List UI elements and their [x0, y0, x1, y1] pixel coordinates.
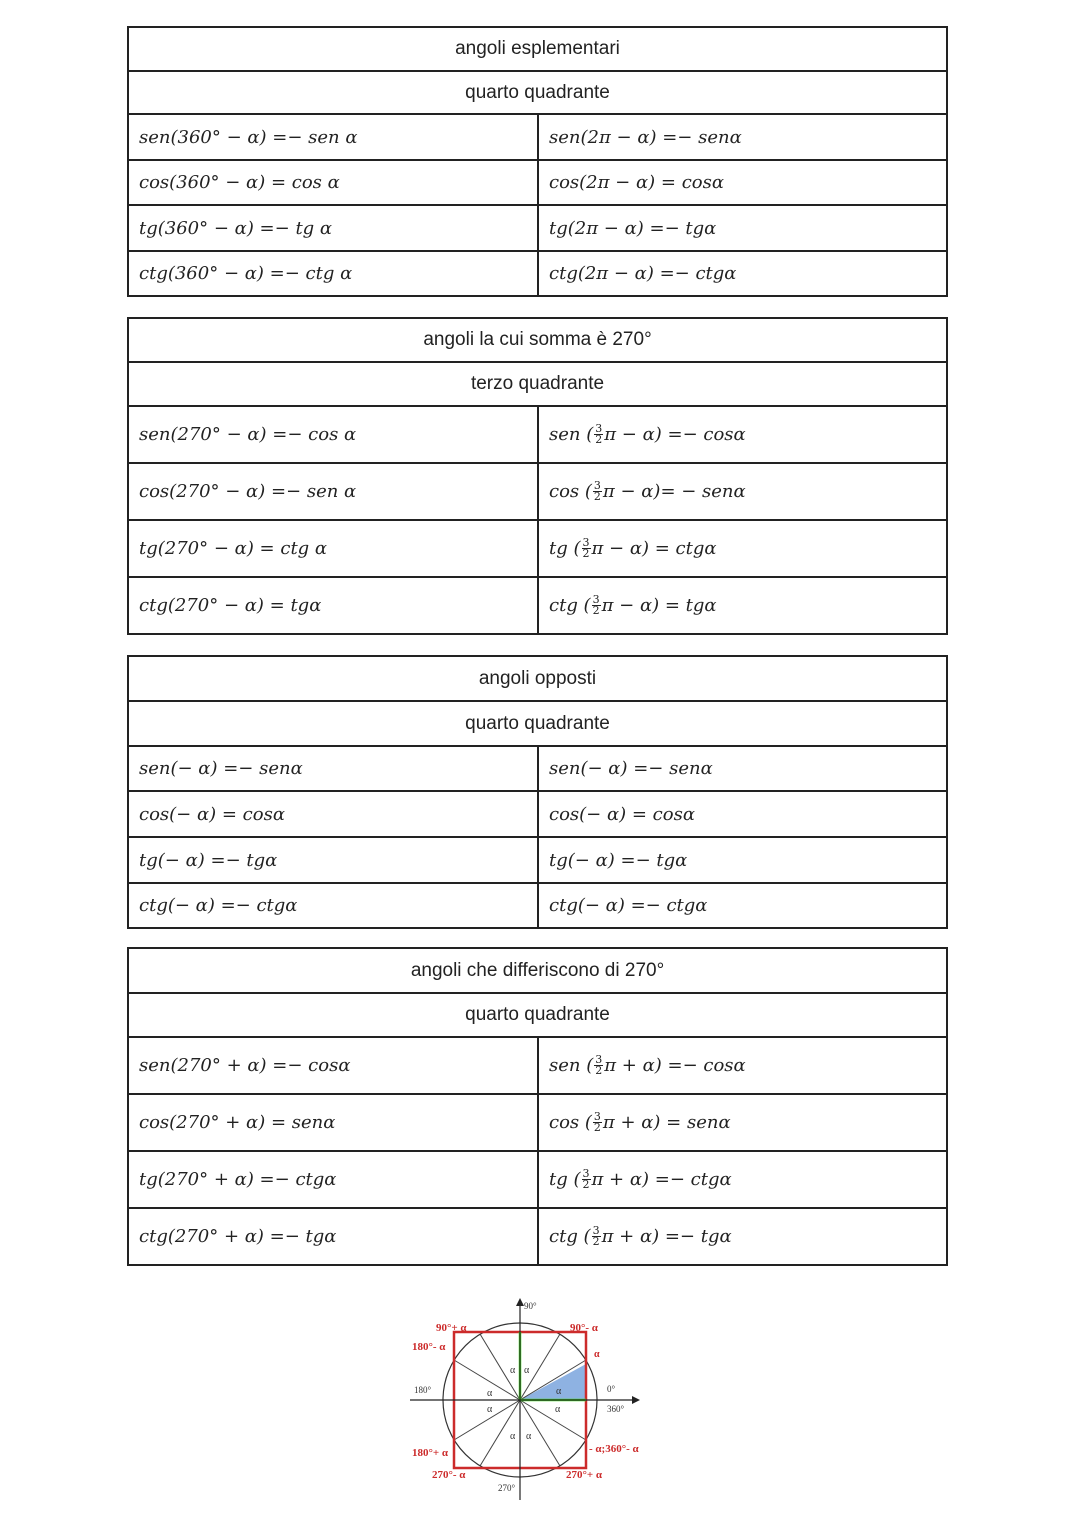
formula-cell: cos ( $\frac{3}{2}$ π + α) = senα	[549, 1110, 731, 1134]
table-quadrant: quarto quadrante	[129, 994, 946, 1038]
table-row	[129, 252, 946, 295]
label-270-minus: 270°- α	[432, 1469, 466, 1481]
fraction-3-2: $\frac{3}{2}$	[595, 1053, 603, 1077]
table-row	[129, 747, 946, 792]
label-neg-360: - α;360°- α	[589, 1443, 639, 1455]
table-title: angoli la cui somma è 270°	[129, 319, 946, 363]
formula-cell: cos(270° + α) = senα	[129, 1095, 539, 1150]
label-180-minus: 180°- α	[412, 1341, 446, 1353]
table-row	[129, 1152, 946, 1209]
table-angoli-esplementari	[127, 26, 948, 297]
formula-cell: tg(270° − α) = ctg α	[129, 521, 539, 576]
table-row	[129, 1038, 946, 1095]
table-somma-270	[127, 317, 948, 635]
alpha-label: α	[510, 1365, 516, 1376]
formula-cell: ctg ( $\frac{3}{2}$ π − α) = tgα	[549, 593, 717, 617]
formula-cell: tg ( $\frac{3}{2}$ π − α) = ctgα	[549, 536, 717, 560]
table-row	[129, 161, 946, 206]
fraction-3-2: $\frac{3}{2}$	[592, 593, 600, 617]
formula-cell: cos(360° − α) = cos α	[129, 161, 539, 204]
fraction-3-2: $\frac{3}{2}$	[593, 479, 601, 503]
formula-cell: ctg(− α) =− ctgα	[129, 884, 539, 927]
table-row	[129, 578, 946, 633]
table-row	[129, 521, 946, 578]
formula-cell: cos ( $\frac{3}{2}$ π − α)= − senα	[549, 479, 746, 503]
alpha-label: α	[487, 1404, 493, 1415]
formula-cell: sen(360° − α) =− sen α	[129, 115, 539, 159]
table-title: angoli che differiscono di 270°	[129, 949, 946, 994]
table-differiscono-270	[127, 947, 948, 1266]
table-row	[129, 838, 946, 884]
table-row	[129, 464, 946, 521]
formula-cell: sen(270° + α) =− cosα	[129, 1038, 539, 1093]
formula-cell: sen(2π − α) =− senα	[549, 126, 742, 148]
table-title: angoli esplementari	[129, 28, 946, 72]
label-alpha-q1: α	[594, 1349, 600, 1360]
fraction-3-2: $\frac{3}{2}$	[582, 536, 590, 560]
alpha-label: α	[510, 1431, 516, 1442]
x-axis-arrow-icon	[632, 1396, 640, 1404]
formula-cell: sen(− α) =− senα	[549, 758, 713, 779]
fraction-3-2: $\frac{3}{2}$	[595, 422, 603, 446]
formula-cell: ctg(360° − α) =− ctg α	[129, 252, 539, 295]
label-360: 360°	[607, 1404, 625, 1414]
formula-cell: sen ( $\frac{3}{2}$ π − α) =− cosα	[549, 422, 746, 446]
table-row	[129, 115, 946, 161]
label-0: 0°	[607, 1384, 616, 1394]
formula-cell: sen(− α) =− senα	[129, 747, 539, 790]
fraction-3-2: $\frac{3}{2}$	[592, 1224, 600, 1248]
formula-cell: cos(− α) = cosα	[549, 803, 695, 825]
table-angoli-opposti	[127, 655, 948, 929]
alpha-sector	[520, 1364, 586, 1400]
label-180-plus: 180°+ α	[412, 1447, 449, 1459]
table-quadrant: quarto quadrante	[129, 702, 946, 747]
formula-cell: cos(270° − α) =− sen α	[129, 464, 539, 519]
formula-cell: tg(360° − α) =− tg α	[129, 206, 539, 250]
formula-cell: tg(− α) =− tgα	[129, 838, 539, 882]
table-row	[129, 1095, 946, 1152]
alpha-label: α	[556, 1386, 562, 1397]
y-axis-arrow-icon	[516, 1298, 524, 1306]
table-row	[129, 206, 946, 252]
formula-cell: sen(270° − α) =− cos α	[129, 407, 539, 462]
formula-cell: tg(− α) =− tgα	[549, 849, 688, 871]
table-row	[129, 1209, 946, 1264]
formula-cell: tg(270° + α) =− ctgα	[129, 1152, 539, 1207]
formula-cell: ctg(270° − α) = tgα	[129, 578, 539, 633]
formula-cell: ctg ( $\frac{3}{2}$ π + α) =− tgα	[549, 1224, 732, 1248]
fraction-3-2: $\frac{3}{2}$	[582, 1167, 590, 1191]
label-270: 270°	[498, 1483, 516, 1493]
table-row	[129, 884, 946, 927]
alpha-label: α	[526, 1431, 532, 1442]
formula-cell: tg(2π − α) =− tgα	[549, 217, 717, 239]
table-quadrant: quarto quadrante	[129, 72, 946, 115]
table-row	[129, 792, 946, 838]
alpha-label: α	[524, 1365, 530, 1376]
table-title: angoli opposti	[129, 657, 946, 702]
unit-circle-diagram	[390, 1290, 670, 1505]
label-90-minus: 90°- α	[570, 1322, 598, 1334]
label-90: 90°	[524, 1301, 537, 1311]
formula-cell: cos(2π − α) = cosα	[549, 172, 724, 193]
label-90-plus: 90°+ α	[436, 1322, 467, 1334]
label-270-plus: 270°+ α	[566, 1469, 603, 1481]
formula-cell: tg ( $\frac{3}{2}$ π + α) =− ctgα	[549, 1167, 732, 1191]
formula-cell: cos(− α) = cosα	[129, 792, 539, 836]
table-quadrant: terzo quadrante	[129, 363, 946, 407]
formula-cell: ctg(270° + α) =− tgα	[129, 1209, 539, 1264]
formula-cell: sen ( $\frac{3}{2}$ π + α) =− cosα	[549, 1053, 746, 1077]
label-180: 180°	[414, 1385, 432, 1395]
formula-cell: ctg(− α) =− ctgα	[549, 895, 708, 916]
formula-cell: ctg(2π − α) =− ctgα	[549, 263, 737, 284]
alpha-label: α	[487, 1388, 493, 1399]
fraction-3-2: $\frac{3}{2}$	[593, 1110, 601, 1134]
alpha-label: α	[555, 1404, 561, 1415]
table-row	[129, 407, 946, 464]
